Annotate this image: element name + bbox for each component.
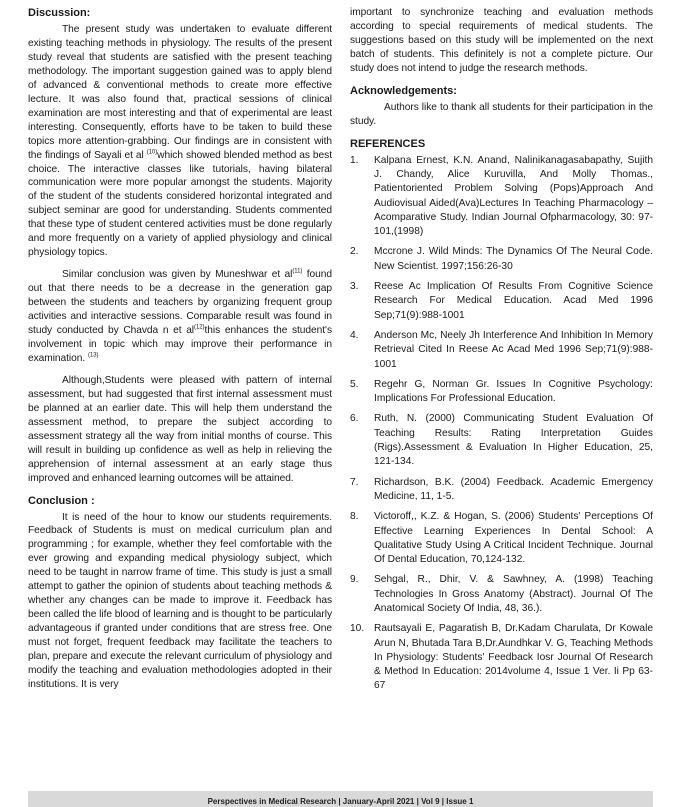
reference-number: 8. bbox=[350, 511, 359, 523]
reference-number: 6. bbox=[350, 413, 359, 425]
reference-number: 3. bbox=[350, 281, 359, 293]
acknowledgements-heading: Acknowledgements: bbox=[350, 84, 457, 97]
citation-11: (11) bbox=[292, 268, 303, 275]
citation-13: (13) bbox=[87, 352, 99, 359]
reference-text: Reese Ac Implication Of Results From Cognitive Science Research For Medical Education. Acad Med 1996 Sep;71(9):988-1001 bbox=[374, 281, 653, 321]
reference-text: Kalpana Ernest, K.N. Anand, Nalinikanagasabapathy, Sujith J. Chandy, Alice Kuruvilla, And Molly Thomas., Patientoriented Problem Solving (Pops)Approach And Audiovisual Aided(Ava)Lectures In Teaching Pharmacology – Acomparative Study. Indian Journal Ofpharmacology, 30: 97-101,(1998) bbox=[374, 154, 653, 238]
reference-item bbox=[350, 329, 653, 372]
reference-text: Victoroff,, K.Z. & Hogan, S. (2006) Students' Perceptions Of Effective Learning Experiences In Dental School: A Qualitative Study Using A Critical Incident Technique. Journal Of Dental Education, 70,124-132. bbox=[374, 511, 653, 566]
reference-item bbox=[350, 510, 653, 567]
reference-item bbox=[350, 412, 653, 469]
reference-item bbox=[350, 622, 653, 693]
reference-item bbox=[350, 476, 653, 505]
references-heading: REFERENCES bbox=[350, 137, 426, 150]
right-column bbox=[350, 6, 653, 700]
reference-item bbox=[350, 245, 653, 274]
reference-text: Mccrone J. Wild Minds: The Dynamics Of The Neural Code. New Scientist. 1997;156:26-30 bbox=[374, 246, 653, 272]
reference-number: 9. bbox=[350, 574, 359, 586]
reference-number: 4. bbox=[350, 329, 359, 341]
discussion-heading: Discussion: bbox=[28, 7, 91, 19]
discussion-paragraph-2: Similar conclusion was given by Muneshwar et $al^{(11)}$ found out that there needs to be a decrease in the generation gap between the students and teachers by organizing frequent group activities and interactive sessions. Comparable result was found in study conducted by Chavda n et $al^{(12)}this$ enhances the student's involvement in topic which may improve their performance in examination. $^{(13)}$ bbox=[28, 268, 332, 364]
reference-item bbox=[350, 154, 653, 240]
reference-number: 7. bbox=[350, 476, 359, 488]
reference-text: Ruth, N. (2000) Communicating Student Evaluation Of Teaching Results: Rating Interpretation Guides (Rigs).Assessment & Evaluation In Higher Education, 25, 121-134. bbox=[374, 413, 653, 468]
conclusion-heading: Conclusion : bbox=[28, 494, 95, 507]
reference-item bbox=[350, 378, 653, 407]
citation-10: (10) bbox=[146, 149, 158, 156]
journal-footer-text: Perspectives in Medical Research | January-April 2021 | Vol 9 | Issue 1 bbox=[207, 797, 474, 806]
conclusion-paragraph: It is need of the hour to know our students requirements. Feedback of Students is must on medical curriculum plan and programming ; for example, whether they feel comfortable with the ever growing and expanding medical physiology subject, which need to be taught in narrow frame of time. This study is just a small attempt to gather the opinion of students about teaching methods & whether any changes can be made to improve it. Feedback has been called the life blood of learning and is thought to be particularly advantageous if granted under conditions that are stress free. One must not forget, frequent feedback may facilitate the teachers to plan, prepare and execute the relevant curriculum of physiology and modify the teaching and evaluation methodologies adopted in their institutions. It is very bbox=[28, 511, 332, 690]
citation-12: (12) bbox=[194, 324, 205, 331]
reference-text: Anderson Mc, Neely Jh Interference And Inhibition In Memory Retrieval Cited In Reese Ac Acad Med 1996 Sep;71(9):988-1001 bbox=[374, 329, 653, 370]
reference-text: Sehgal, R., Dhir, V. & Sawhney, A. (1998) Teaching Technologies In Gross Anatomy (Abstract). Journal Of The Anatomical Society Of India, 48, 36.). bbox=[374, 574, 653, 614]
conclusion-paragraph-continued: important to synchronize teaching and evaluation methods according to special requirements of medical students. The suggestions based on this study will be implemented on the next batch of students. This definitely is not a complete picture. Our study does not intend to judge the research methods. bbox=[350, 7, 653, 74]
left-column bbox=[28, 6, 332, 700]
reference-item bbox=[350, 573, 653, 616]
reference-number: 10. bbox=[350, 623, 365, 635]
discussion-paragraph-3: Although,Students were pleased with pattern of internal assessment, but had suggested that first internal assessment must be planned at an earlier date. This will help them understand the assessment method, to prepare the subject according to assessment strategy all the way from initial months of course. This will result in building up confidence as well as help in relieving the apprehension of internal assessment at an early stage thus improved and enhanced learning outcomes will be attained. bbox=[28, 374, 332, 484]
reference-text: Rautsayali E, Pagaratish B, Dr.Kadam Charulata, Dr Kowale Arun N, Bhutada Tara B,Dr.Aundhkar V. G, Teaching Methods In Physiology: Students' Feedback Iosr Journal Of Research & Method In Education: 2014volume 4, Issue 1 Ver. Ii Pp 63-67 bbox=[374, 623, 653, 692]
reference-text: Richardson, B.K. (2004) Feedback. Academic Emergency Medicine, 11, 1-5. bbox=[374, 476, 653, 502]
reference-number: 2. bbox=[350, 246, 359, 258]
acknowledgements-paragraph: Authors like to thank all students for their participation in the study. bbox=[350, 101, 653, 127]
reference-text: Regehr G, Norman Gr. Issues In Cognitive Psychology: Implications For Professional Education. bbox=[374, 378, 653, 405]
reference-number: 5. bbox=[350, 378, 359, 390]
discussion-paragraph-1: The present study was undertaken to evaluate different existing teaching methods in physiology. The results of the present study reveal that students are satisfied with the present teaching methodology. The important suggestion gained was to apply blend of advanced & conventional methods to create more effective lecture. It was also found that, practical sessions of clinical examination are most interesting and that of experimental are least interesting. Consequently, efforts have to be taken to build these topics more attention-grabbing. Our findings are in consistent with the findings of Sayali et al $^{(10)}$which showed blended method as best choice. The interactive classes like tutorials, having bilateral communication were more popular amongst the students. Majority of the student of the students considered horizontal integrated and subject seminar are good for understanding. Students commented that these type of student centered activities must be done regularly and more frequently on a variety of applied physiology and clinical physiology topics. bbox=[28, 24, 332, 259]
reference-item bbox=[350, 280, 653, 323]
references-list bbox=[350, 154, 653, 694]
reference-number: 1. bbox=[350, 154, 359, 166]
